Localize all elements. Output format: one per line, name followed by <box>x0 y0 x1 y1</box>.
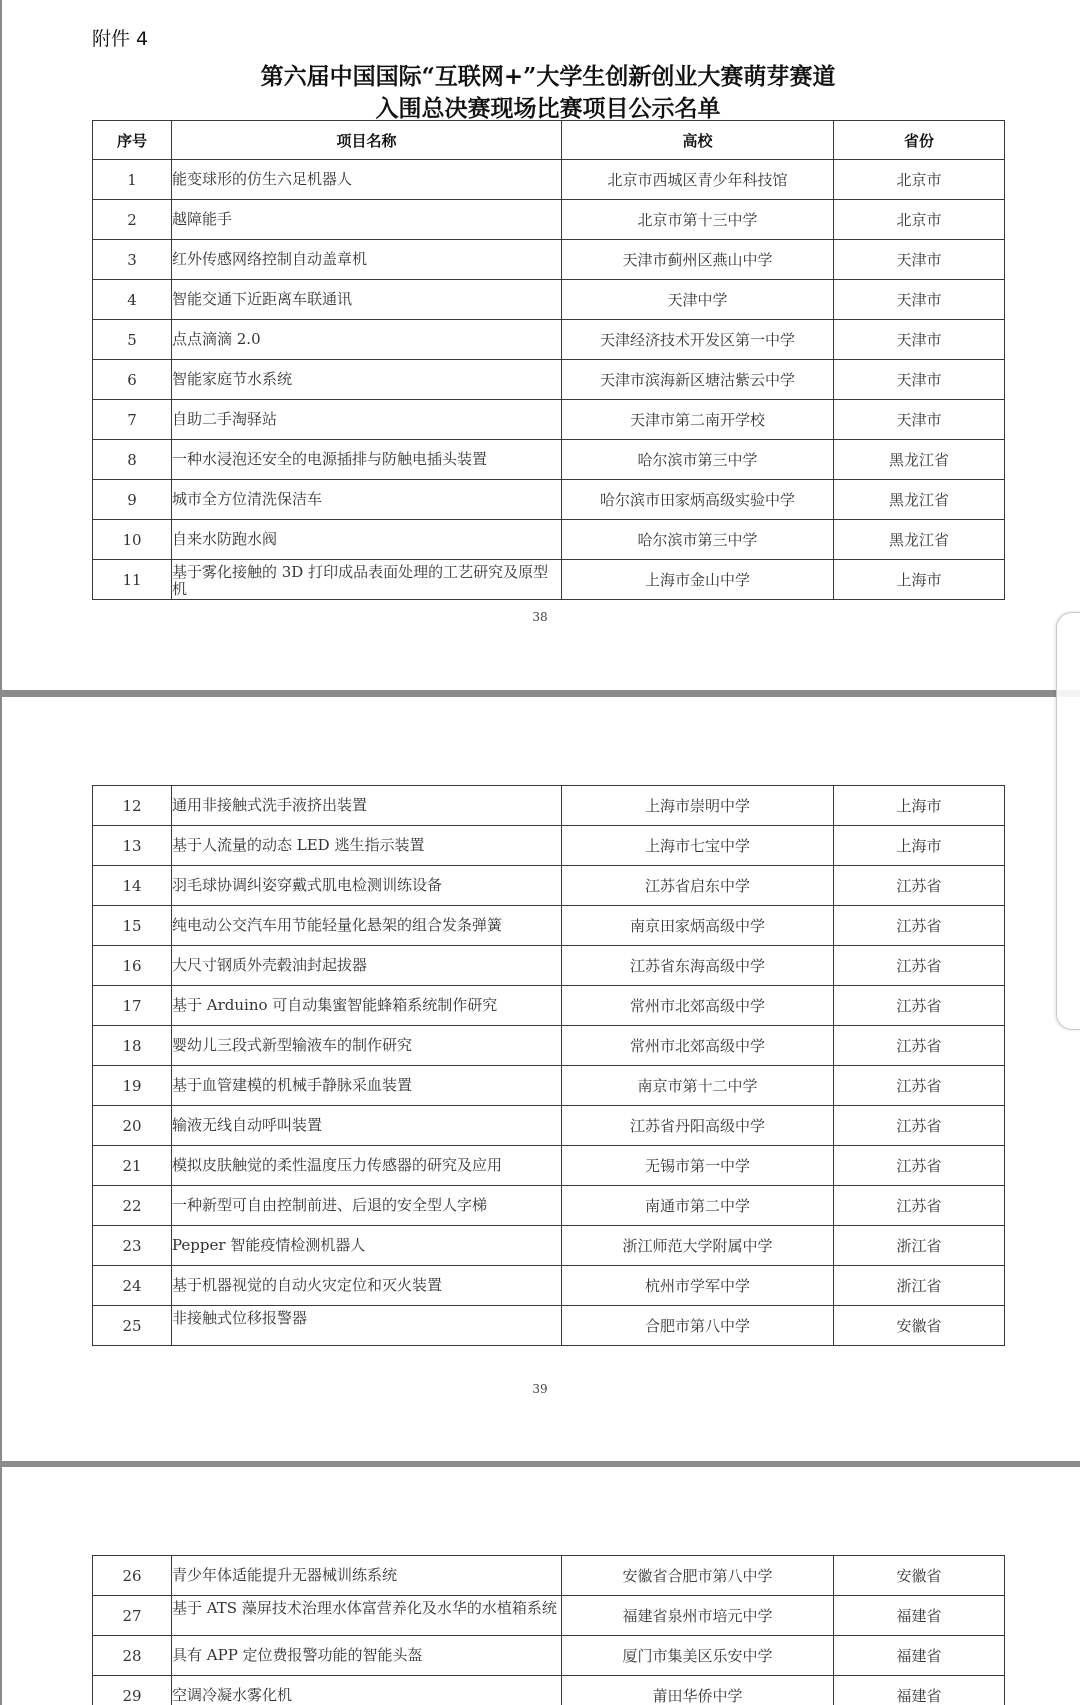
cell-no: 29 <box>93 1676 172 1705</box>
cell-province: 江苏省 <box>834 1186 1005 1226</box>
cell-school: 天津市滨海新区塘沽紫云中学 <box>562 360 834 400</box>
table-row <box>93 440 1005 480</box>
cell-school: 福建省泉州市培元中学 <box>562 1596 834 1636</box>
cell-project-name: 基于人流量的动态 LED 逃生指示装置 <box>172 826 562 866</box>
annex-label: 附件 4 <box>92 28 149 50</box>
cell-no: 13 <box>93 826 172 866</box>
table-row <box>93 866 1005 906</box>
table-row <box>93 320 1005 360</box>
cell-no: 26 <box>93 1556 172 1596</box>
table-row <box>93 1306 1005 1346</box>
cell-province: 江苏省 <box>834 1146 1005 1186</box>
cell-no: 6 <box>93 360 172 400</box>
document-page-38 <box>0 0 1080 690</box>
cell-school: 江苏省启东中学 <box>562 866 834 906</box>
cell-project-name: 一种水浸泡还安全的电源插排与防触电插头装置 <box>172 440 562 480</box>
cell-province: 江苏省 <box>834 1026 1005 1066</box>
table-row <box>93 1226 1005 1266</box>
cell-province: 江苏省 <box>834 986 1005 1026</box>
cell-province: 天津市 <box>834 400 1005 440</box>
cell-school: 浙江师范大学附属中学 <box>562 1226 834 1266</box>
cell-project-name: 一种新型可自由控制前进、后退的安全型人字梯 <box>172 1186 562 1226</box>
cell-school: 安徽省合肥市第八中学 <box>562 1556 834 1596</box>
cell-project-name: 自助二手淘驿站 <box>172 400 562 440</box>
table-row <box>93 1556 1005 1596</box>
table-row <box>93 1106 1005 1146</box>
cell-school: 天津中学 <box>562 280 834 320</box>
cell-no: 14 <box>93 866 172 906</box>
table-row <box>93 1676 1005 1705</box>
cell-province: 天津市 <box>834 240 1005 280</box>
table-row <box>93 520 1005 560</box>
cell-no: 28 <box>93 1636 172 1676</box>
cell-province: 浙江省 <box>834 1226 1005 1266</box>
document-page-40 <box>0 1467 1080 1705</box>
cell-project-name: 通用非接触式洗手液挤出装置 <box>172 786 562 826</box>
scroll-handle[interactable] <box>1056 612 1080 1030</box>
cell-project-name: 基于 Arduino 可自动集蜜智能蜂箱系统制作研究 <box>172 986 562 1026</box>
cell-province: 北京市 <box>834 160 1005 200</box>
cell-no: 19 <box>93 1066 172 1106</box>
cell-province: 黑龙江省 <box>834 520 1005 560</box>
cell-school: 上海市七宝中学 <box>562 826 834 866</box>
cell-no: 11 <box>93 560 172 600</box>
cell-no: 17 <box>93 986 172 1026</box>
cell-school: 杭州市学军中学 <box>562 1266 834 1306</box>
cell-school: 哈尔滨市第三中学 <box>562 520 834 560</box>
table-row <box>93 1186 1005 1226</box>
table-row <box>93 1026 1005 1066</box>
table-row <box>93 986 1005 1026</box>
table-row <box>93 1066 1005 1106</box>
table-row <box>93 160 1005 200</box>
cell-no: 10 <box>93 520 172 560</box>
cell-school: 天津市蓟州区燕山中学 <box>562 240 834 280</box>
projects-table-page1 <box>92 120 1005 600</box>
cell-province: 天津市 <box>834 320 1005 360</box>
cell-no: 12 <box>93 786 172 826</box>
cell-no: 3 <box>93 240 172 280</box>
page-edge <box>0 0 2 690</box>
cell-project-name: 基于机器视觉的自动火灾定位和灭火装置 <box>172 1266 562 1306</box>
cell-province: 天津市 <box>834 360 1005 400</box>
cell-project-name: 纯电动公交汽车用节能轻量化悬架的组合发条弹簧 <box>172 906 562 946</box>
cell-province: 江苏省 <box>834 866 1005 906</box>
cell-school: 上海市崇明中学 <box>562 786 834 826</box>
cell-project-name: 羽毛球协调纠姿穿戴式肌电检测训练设备 <box>172 866 562 906</box>
table-row <box>93 1266 1005 1306</box>
cell-no: 24 <box>93 1266 172 1306</box>
cell-no: 27 <box>93 1596 172 1636</box>
cell-province: 安徽省 <box>834 1556 1005 1596</box>
cell-no: 25 <box>93 1306 172 1346</box>
table-row <box>93 1636 1005 1676</box>
cell-no: 15 <box>93 906 172 946</box>
page-separator <box>0 690 1080 697</box>
cell-no: 1 <box>93 160 172 200</box>
cell-project-name: 基于 ATS 藻屏技术治理水体富营养化及水华的水植箱系统 <box>172 1596 562 1636</box>
cell-project-name: 青少年体适能提升无器械训练系统 <box>172 1556 562 1596</box>
header-province: 省份 <box>834 121 1005 160</box>
cell-school: 莆田华侨中学 <box>562 1676 834 1705</box>
cell-project-name: 基于血管建模的机械手静脉采血装置 <box>172 1066 562 1106</box>
projects-table-page2 <box>92 785 1005 1346</box>
cell-no: 5 <box>93 320 172 360</box>
cell-school: 常州市北郊高级中学 <box>562 986 834 1026</box>
cell-no: 9 <box>93 480 172 520</box>
cell-project-name: 婴幼儿三段式新型输液车的制作研究 <box>172 1026 562 1066</box>
cell-school: 南京田家炳高级中学 <box>562 906 834 946</box>
table-row <box>93 1596 1005 1636</box>
document-title-line2: 入围总决赛现场比赛项目公示名单 <box>375 95 721 122</box>
cell-province: 上海市 <box>834 560 1005 600</box>
cell-school: 江苏省东海高级中学 <box>562 946 834 986</box>
table-row <box>93 240 1005 280</box>
cell-school: 上海市金山中学 <box>562 560 834 600</box>
cell-province: 江苏省 <box>834 906 1005 946</box>
cell-province: 天津市 <box>834 280 1005 320</box>
cell-project-name: 智能交通下近距离车联通讯 <box>172 280 562 320</box>
cell-project-name: 基于雾化接触的 3D 打印成品表面处理的工艺研究及原型机 <box>172 560 562 600</box>
header-school: 高校 <box>562 121 834 160</box>
header-project-name: 项目名称 <box>172 121 562 160</box>
cell-province: 江苏省 <box>834 1066 1005 1106</box>
cell-no: 7 <box>93 400 172 440</box>
table-row <box>93 200 1005 240</box>
cell-project-name: 越障能手 <box>172 200 562 240</box>
table-row <box>93 906 1005 946</box>
document-page-39 <box>0 697 1080 1461</box>
cell-project-name: 红外传感网络控制自动盖章机 <box>172 240 562 280</box>
cell-project-name: 输液无线自动呼叫装置 <box>172 1106 562 1146</box>
table-row <box>93 480 1005 520</box>
cell-province: 上海市 <box>834 786 1005 826</box>
cell-province: 黑龙江省 <box>834 480 1005 520</box>
cell-no: 18 <box>93 1026 172 1066</box>
cell-school: 天津经济技术开发区第一中学 <box>562 320 834 360</box>
cell-school: 哈尔滨市第三中学 <box>562 440 834 480</box>
cell-project-name: 智能家庭节水系统 <box>172 360 562 400</box>
page-edge <box>0 697 2 1461</box>
cell-project-name: 能变球形的仿生六足机器人 <box>172 160 562 200</box>
cell-province: 福建省 <box>834 1676 1005 1705</box>
cell-province: 上海市 <box>834 826 1005 866</box>
cell-school: 江苏省丹阳高级中学 <box>562 1106 834 1146</box>
cell-project-name: 自来水防跑水阀 <box>172 520 562 560</box>
cell-province: 福建省 <box>834 1596 1005 1636</box>
cell-province: 江苏省 <box>834 946 1005 986</box>
cell-no: 20 <box>93 1106 172 1146</box>
cell-school: 南通市第二中学 <box>562 1186 834 1226</box>
cell-project-name: 非接触式位移报警器 <box>172 1306 562 1346</box>
cell-no: 2 <box>93 200 172 240</box>
page-number: 39 <box>532 1382 548 1396</box>
cell-project-name: 城市全方位清洗保洁车 <box>172 480 562 520</box>
page-edge <box>0 1467 2 1705</box>
cell-province: 安徽省 <box>834 1306 1005 1346</box>
cell-school: 无锡市第一中学 <box>562 1146 834 1186</box>
cell-no: 16 <box>93 946 172 986</box>
cell-school: 北京市西城区青少年科技馆 <box>562 160 834 200</box>
cell-school: 天津市第二南开学校 <box>562 400 834 440</box>
cell-project-name: 空调冷凝水雾化机 <box>172 1676 562 1705</box>
cell-province: 黑龙江省 <box>834 440 1005 480</box>
table-row <box>93 786 1005 826</box>
cell-school: 南京市第十二中学 <box>562 1066 834 1106</box>
cell-school: 常州市北郊高级中学 <box>562 1026 834 1066</box>
cell-project-name: 模拟皮肤触觉的柔性温度压力传感器的研究及应用 <box>172 1146 562 1186</box>
cell-no: 4 <box>93 280 172 320</box>
cell-school: 厦门市集美区乐安中学 <box>562 1636 834 1676</box>
cell-province: 浙江省 <box>834 1266 1005 1306</box>
cell-project-name: Pepper 智能疫情检测机器人 <box>172 1226 562 1266</box>
cell-no: 22 <box>93 1186 172 1226</box>
header-no: 序号 <box>93 121 172 160</box>
cell-province: 北京市 <box>834 200 1005 240</box>
cell-no: 8 <box>93 440 172 480</box>
cell-school: 哈尔滨市田家炳高级实验中学 <box>562 480 834 520</box>
page-number: 38 <box>532 610 548 624</box>
table-row <box>93 400 1005 440</box>
cell-school: 合肥市第八中学 <box>562 1306 834 1346</box>
cell-school: 北京市第十三中学 <box>562 200 834 240</box>
cell-no: 23 <box>93 1226 172 1266</box>
cell-no: 21 <box>93 1146 172 1186</box>
table-row <box>93 560 1005 600</box>
cell-province: 福建省 <box>834 1636 1005 1676</box>
cell-project-name: 大尺寸钢质外壳毂油封起拔器 <box>172 946 562 986</box>
cell-project-name: 点点滴滴 2.0 <box>172 320 562 360</box>
table-row <box>93 946 1005 986</box>
cell-province: 江苏省 <box>834 1106 1005 1146</box>
table-header-row <box>93 121 1005 160</box>
table-row <box>93 360 1005 400</box>
document-title-line1: 第六届中国国际“互联网+”大学生创新创业大赛萌芽赛道 <box>260 63 836 90</box>
cell-project-name: 具有 APP 定位费报警功能的智能头盔 <box>172 1636 562 1676</box>
table-row <box>93 1146 1005 1186</box>
projects-table-page3 <box>92 1555 1005 1705</box>
table-row <box>93 826 1005 866</box>
table-row <box>93 280 1005 320</box>
